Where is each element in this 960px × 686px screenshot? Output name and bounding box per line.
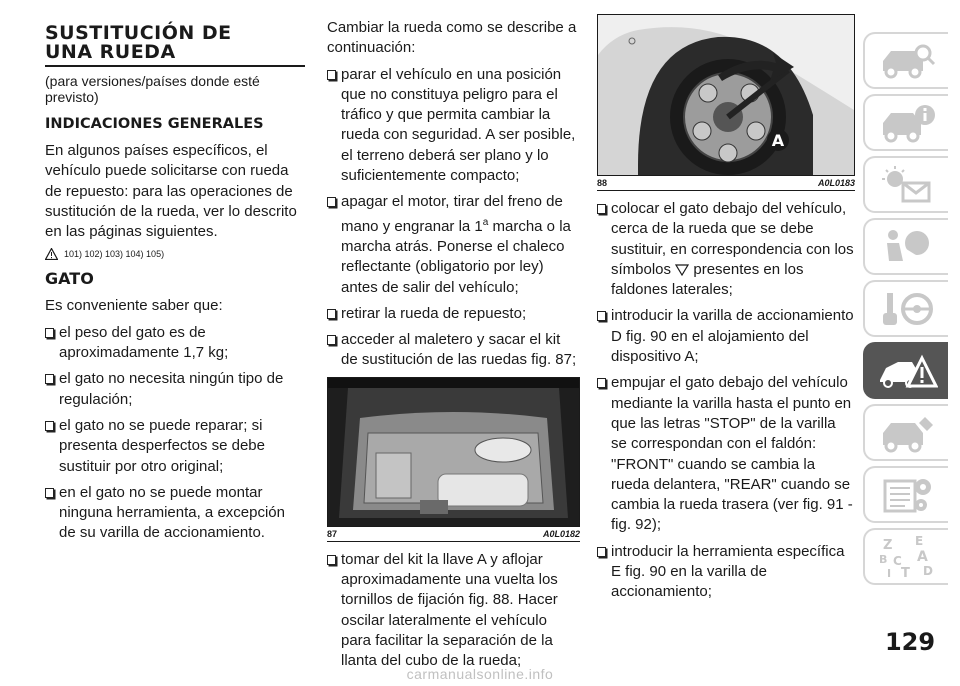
index-letter: I (886, 566, 891, 579)
watermark: carmanualsonline.info (406, 666, 554, 682)
index-letter: C (892, 553, 902, 568)
procedure-intro: Cambiar la rueda como se describe a continuación: (327, 19, 577, 57)
procedure-step: retirar la rueda de repuesto; (327, 304, 580, 324)
car-maintenance-icon (877, 413, 937, 453)
trunk-illustration (328, 378, 579, 526)
procedure-step: introducir la herramienta específica E fig. 90 en la varilla de accionamiento; (597, 542, 855, 603)
page-number: 129 (884, 628, 936, 656)
jack-bullet: el peso del gato es de aproximadamente 1,7 kg; (45, 323, 305, 364)
checkbox-bullet-icon (597, 311, 606, 321)
procedure-step: apagar el motor, tirar del freno de mano y engranar la 1$^a$ marcha o la marcha atrás. Ponerse el chaleco reflectante (obligatorio por ley) antes de salir del vehículo; (327, 192, 580, 297)
column-2 (327, 18, 580, 678)
index-letter: A (916, 548, 928, 565)
airbag-seat-icon (877, 227, 937, 267)
procedure-step: acceder al maletero y sacar el kit de sustitución de las ruedas fig. 87; (327, 330, 580, 371)
checkbox-bullet-icon (327, 309, 336, 319)
jack-point-symbol-icon (675, 264, 689, 276)
jack-bullet: el gato no se puede reparar; si presenta desperfectos se debe sustituir por otro original; (45, 416, 305, 477)
procedure-step: parar el vehículo en una posición que no constituya peligro para el tráfico y que permita cambiar la rueda con seguridad. A ser posible, el terreno deberá ser plano y lo suficientemente compacto; (327, 65, 580, 187)
key-steering-wheel-icon (877, 289, 937, 329)
checkbox-bullet-icon (45, 328, 54, 338)
tab-car-search[interactable] (863, 32, 948, 89)
checkbox-bullet-icon (597, 204, 606, 214)
column-1 (45, 18, 305, 550)
car-warning-triangle-icon (876, 350, 938, 392)
procedure-step: introducir la varilla de accionamiento D fig. 90 en el alojamiento del dispositivo A; (597, 306, 855, 367)
figure-87-trunk-photo (327, 377, 580, 527)
index-letter: E (914, 534, 923, 548)
tab-safety[interactable] (863, 218, 948, 275)
tab-starting-driving[interactable] (863, 280, 948, 337)
figure-88-wheel-photo (597, 14, 855, 176)
jack-bullet: en el gato no se puede montar ninguna herramienta, a excepción de su varilla de accionamiento. (45, 483, 305, 544)
checkbox-bullet-icon (327, 70, 336, 80)
section-heading-jack: GATO (45, 269, 94, 289)
warning-references (45, 248, 305, 260)
title-rule (45, 65, 305, 67)
figure-88-caption: 88 A0L0183 (597, 176, 855, 191)
index-letter: D (922, 563, 933, 578)
tab-dashboard-lights[interactable] (863, 156, 948, 213)
alphabetical-index-icon (877, 535, 937, 579)
checkbox-bullet-icon (327, 197, 336, 207)
procedure-step: colocar el gato debajo del vehículo, cerca de la rueda que se debe sustituir, en correspondencia con los símbolos presentes en los faldones laterales; (597, 199, 855, 300)
specs-gear-icon (877, 475, 937, 515)
warning-refs-text: 101) 102) 103) 104) 105) (64, 249, 165, 260)
page-title: SUSTITUCIÓN DE UNA RUEDA (45, 22, 232, 63)
tab-emergency[interactable] (863, 342, 948, 399)
jack-intro: Es conveniente saber que: (45, 297, 223, 315)
index-letter: B (878, 552, 887, 566)
tab-technical-specs[interactable] (863, 466, 948, 523)
column-3 (597, 14, 855, 609)
tab-index[interactable] (863, 528, 948, 585)
index-letter: T (900, 565, 910, 579)
checkbox-bullet-icon (597, 547, 606, 557)
checkbox-bullet-icon (45, 421, 54, 431)
figure-88-label-a: A (771, 131, 785, 150)
car-search-icon (877, 41, 937, 81)
chapter-sidebar (863, 32, 948, 590)
figure-87-caption: 87 A0L0182 (327, 527, 580, 542)
checkbox-bullet-icon (45, 488, 54, 498)
subtitle: (para versiones/países donde esté previsto) (45, 73, 260, 105)
general-paragraph: En algunos países específicos, el vehículo puede solicitarse con rueda de repuesto: para las operaciones de sustitución de la rueda, ver lo descrito en las páginas siguientes. (45, 142, 297, 241)
tab-maintenance[interactable] (863, 404, 948, 461)
car-info-icon (877, 103, 937, 143)
section-heading-general: INDICACIONES GENERALES (45, 116, 264, 132)
jack-bullet: el gato no necesita ningún tipo de regulación; (45, 369, 305, 410)
dashboard-lights-mail-icon (877, 165, 937, 205)
procedure-step: tomar del kit la llave A y aflojar aproximadamente una vuelta los tornillos de fijación fig. 88. Hacer oscilar lateralmente el vehículo para facilitar la separación de la llanta del cubo de la rueda; (327, 550, 580, 672)
checkbox-bullet-icon (327, 555, 336, 565)
wheel-illustration (598, 15, 854, 175)
checkbox-bullet-icon (327, 335, 336, 345)
index-letter: Z (882, 537, 892, 553)
warning-triangle-icon (45, 248, 58, 260)
checkbox-bullet-icon (597, 378, 606, 388)
procedure-step: empujar el gato debajo del vehículo mediante la varilla hasta el punto en que las letras "STOP" de la varilla se correspondan con el faldón: "FRONT" cuando se cambia la rueda delantera, "REAR" cuando se cambia la rueda trasera (ver fig. 91 - fig. 92); (597, 373, 855, 535)
tab-car-info[interactable] (863, 94, 948, 151)
checkbox-bullet-icon (45, 374, 54, 384)
